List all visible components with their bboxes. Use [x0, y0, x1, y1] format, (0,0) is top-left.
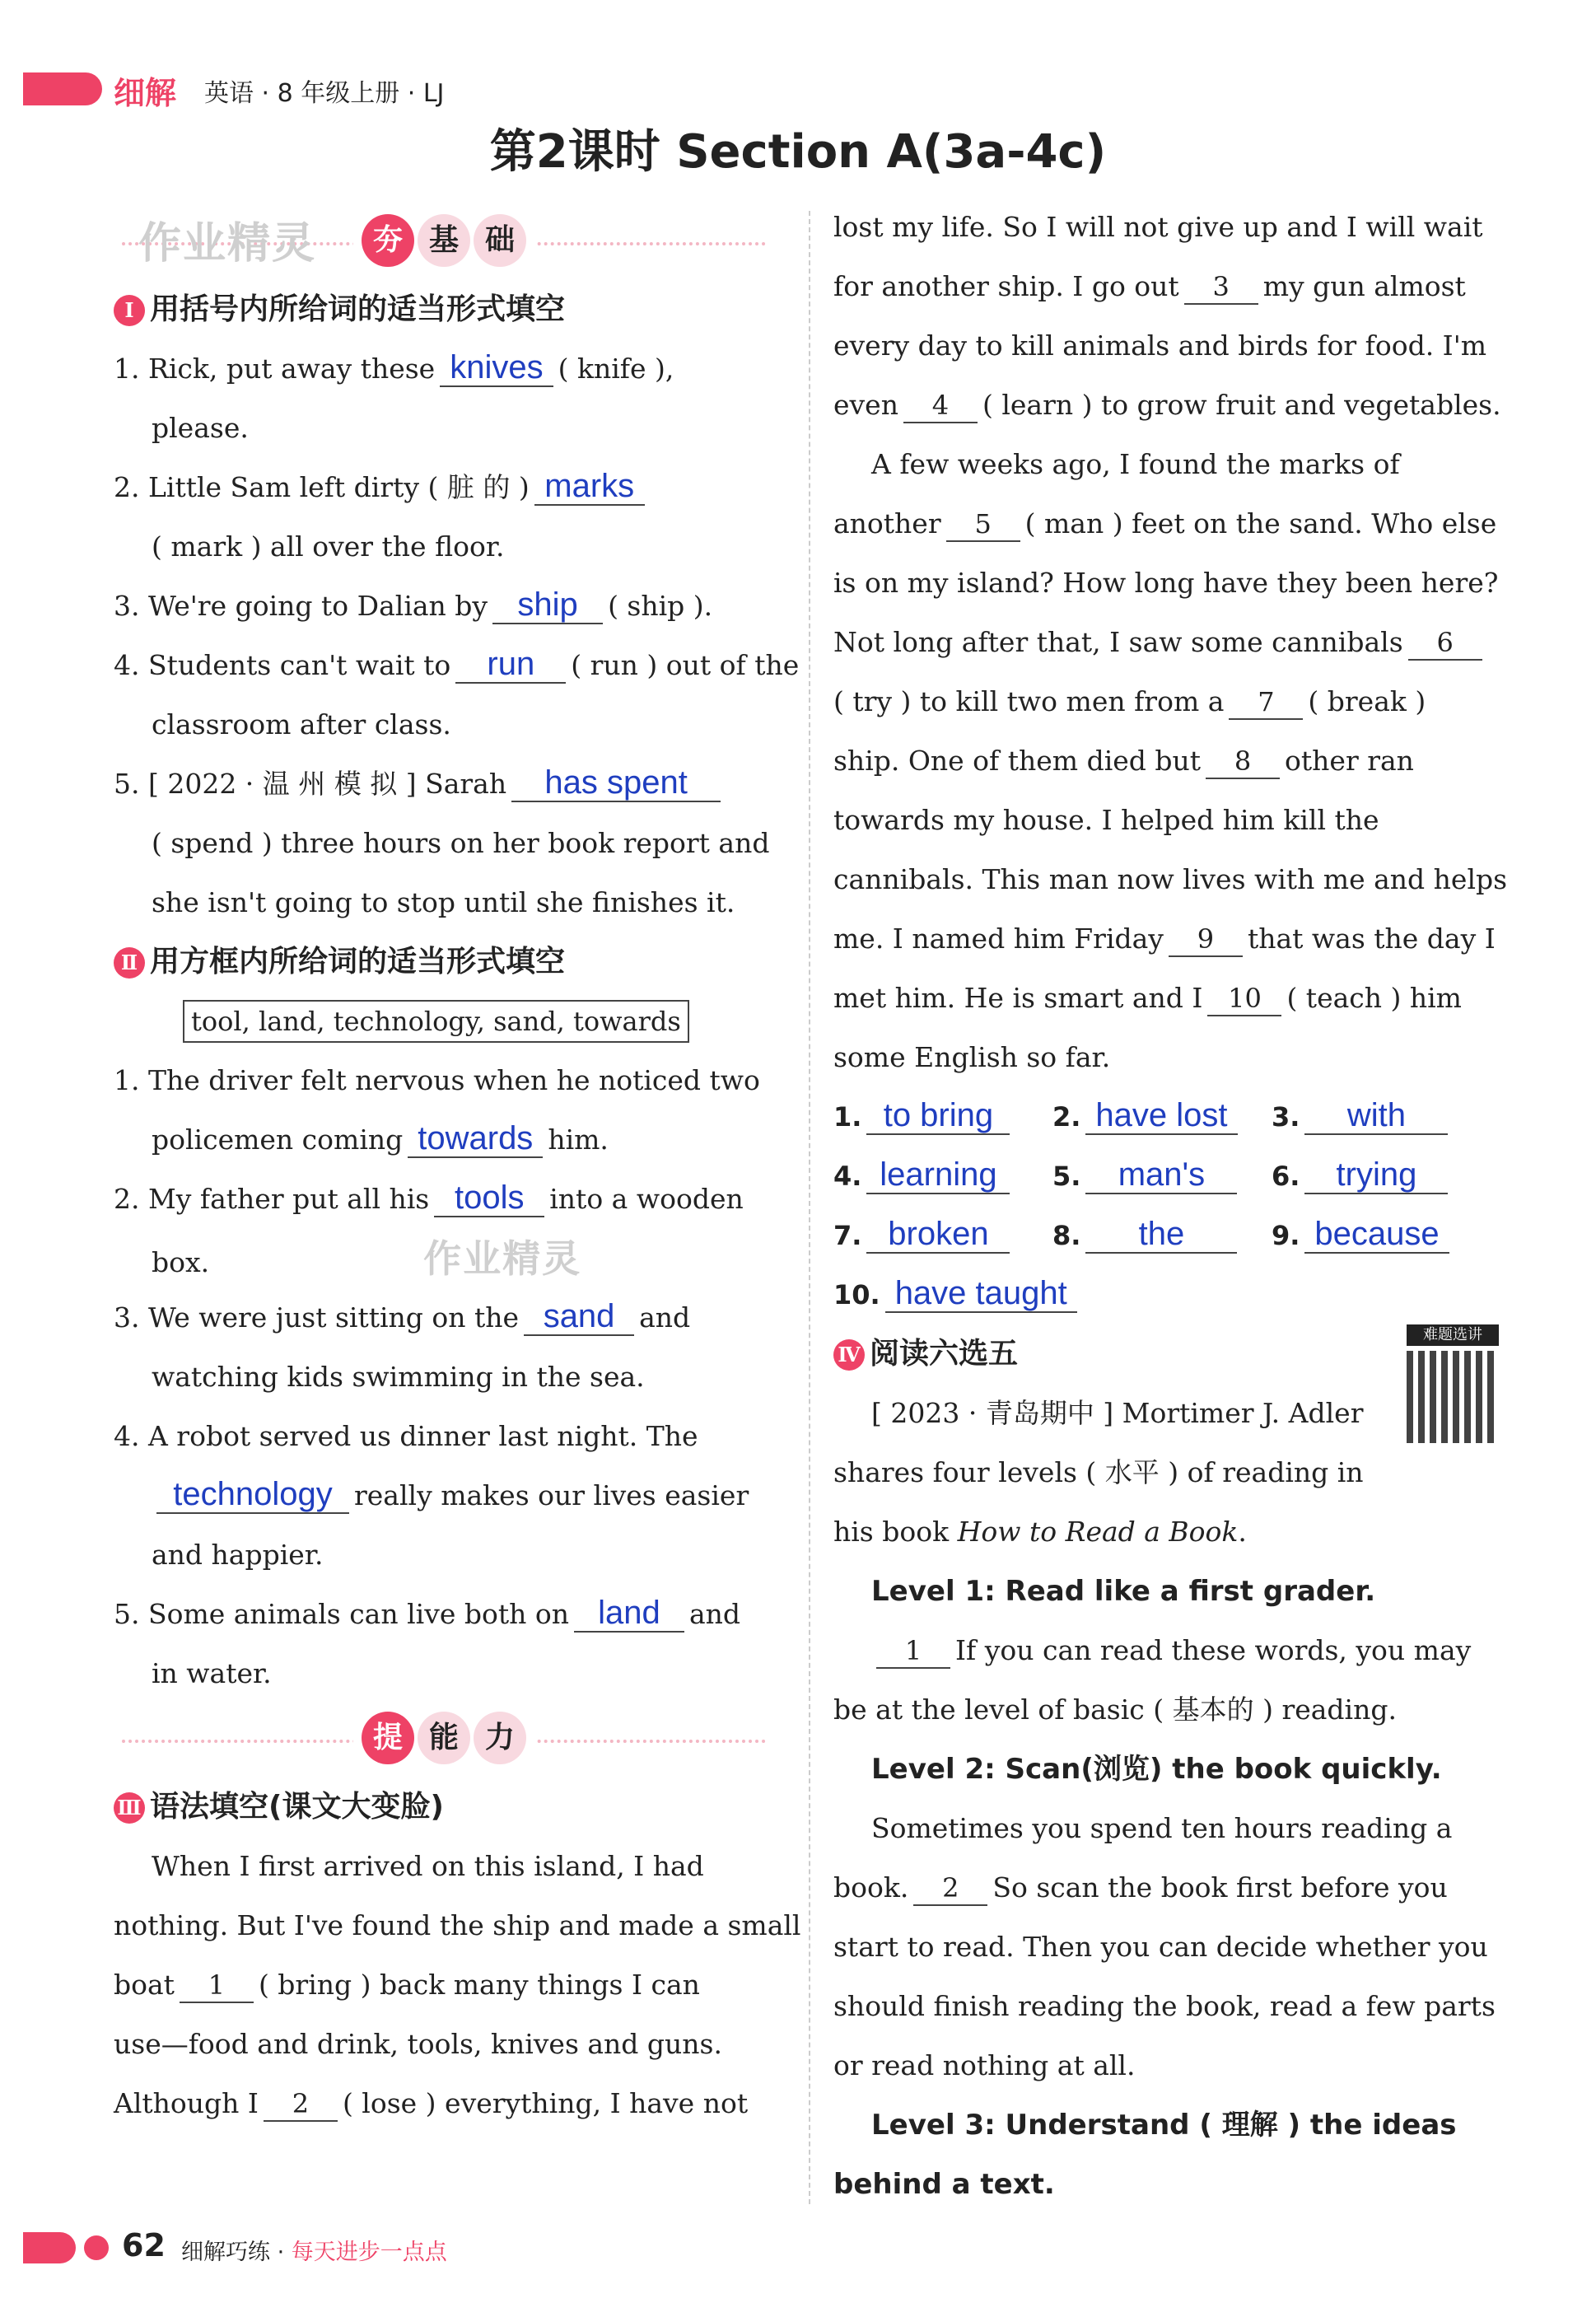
page-title: 第2课时 Section A(3a-4c)	[489, 125, 1107, 179]
section-3-heading: Ⅲ 语法填空(课文大变脸)	[114, 1777, 774, 1837]
left-column	[114, 206, 801, 2133]
question-text: ( ship ).	[608, 590, 713, 622]
passage-text: If you can read these words, you may	[955, 1634, 1472, 1666]
book-subtitle: 英语 · 8 年级上册 · LJ	[204, 79, 445, 108]
banner-chip: 夯	[362, 214, 414, 267]
question-text: ( knife ),	[558, 353, 674, 385]
word-box: tool, land, technology, sand, towards	[183, 1000, 689, 1043]
question-text: and	[688, 1598, 741, 1630]
qr-label: 难题选讲	[1407, 1324, 1499, 1346]
passage-text: use—food and drink, tools, knives and guns.	[114, 2028, 722, 2060]
question-text: 5. [ 2022 · 温 州 模 拟 ] Sarah	[114, 768, 507, 800]
answer-row	[833, 1206, 1499, 1265]
answer-blank: land	[574, 1595, 684, 1633]
question-text: classroom after class.	[152, 708, 451, 740]
passage-blank: 6	[1408, 626, 1482, 661]
passage-text: should finish reading the book, read a few parts	[833, 1990, 1496, 2022]
question-text: 4. Students can't wait to	[114, 649, 451, 681]
footer-dot	[84, 2235, 109, 2260]
answer-blank: towards	[408, 1120, 543, 1158]
passage-text: Not long after that, I saw some cannibals	[833, 626, 1403, 658]
answer-row	[833, 1265, 1499, 1324]
answer-number: 9.	[1272, 1220, 1300, 1251]
passage-text: ( bring ) back many things I can	[258, 1969, 700, 2001]
passage-text: every day to kill animals and birds for food. I'm	[833, 329, 1487, 362]
answer-number: 2.	[1052, 1101, 1081, 1133]
passage-text: or read nothing at all.	[833, 2049, 1136, 2081]
answer-number: 6.	[1272, 1161, 1300, 1192]
question-text: box.	[152, 1246, 210, 1278]
passage-text: for another ship. I go out	[833, 270, 1179, 302]
answer-blank: ship	[492, 586, 603, 624]
passage-blank: 9	[1169, 923, 1243, 957]
question-text: 5. Some animals can live both on	[114, 1598, 569, 1630]
passage-blank: 5	[946, 507, 1020, 542]
passage-text: that was the day I	[1247, 923, 1496, 955]
banner-chip: 提	[362, 1712, 414, 1764]
answer-blank: have taught	[885, 1275, 1077, 1313]
question-text: 3. We were just sitting on the	[114, 1301, 520, 1334]
passage-text: Sometimes you spend ten hours reading a	[871, 1812, 1453, 1844]
passage-blank: 8	[1206, 745, 1280, 779]
question-text: 2. Little Sam left dirty ( 脏 的 )	[114, 471, 530, 503]
right-column: lost my life. So I will not give up and I will wait for another ship. I go out 3 my gun almost every day to kill animals and birds for food. I'm even 4 ( learn ) to grow fruit and vegetables. A few weeks ago, I found the marks of another 5 ( man ) feet on the sand. Who else is on my island? How long have they been here? Not long after that, I saw some cannibals 6 ( try ) to kill two men from a 7 ( break ) ship. One of them died but 8 other ran towards my house. I helped him kill the cannibals. This man now lives with me and helps me. I named him Friday 9 that was the day I met him. He is smart and I 10 ( teach ) him some English so far. 1. to bring 2. have lost 3. with 4. learning 5. man's 6. trying 7. broken 8. the 9. because 10. have taught 难题选讲 Ⅳ 阅读六选五 [ 2023 · 青岛期中 ] Mortimer J. Adler shares four levels ( 水平 ) of reading in his book How to Read a Book. Level 1: Read like a first grader. 1 If you can read these words, you may be at the level of basic ( 基本的 ) reading. Level 2: Scan(浏览) the book quickly. Sometimes you spend ten hours reading a book. 2 So scan the book first before you start to read. Then you can decide whether you should finish reading the book, read a few parts or read nothing at all. Level 3: Understand ( 理解 ) the ideas behind a text.	[833, 211, 1508, 2201]
banner-chip: 力	[474, 1712, 526, 1764]
question-text: ( mark ) all over the floor.	[152, 530, 505, 563]
question-text: him.	[548, 1123, 609, 1156]
passage-blank: 7	[1229, 685, 1303, 720]
answer-number: 7.	[833, 1220, 862, 1251]
answer-blank: marks	[534, 468, 645, 506]
section-2-heading: Ⅱ 用方框内所给词的适当形式填空	[114, 932, 774, 992]
passage-text: cannibals. This man now lives with me and helps	[833, 863, 1508, 895]
level-heading: Level 1: Read like a first grader.	[871, 1575, 1376, 1608]
question-text: 1. Rick, put away these	[114, 353, 436, 385]
passage-text: shares four levels ( 水平 ) of reading in	[833, 1456, 1364, 1488]
question-text: ( run ) out of the	[571, 649, 800, 681]
passage-text: ( man ) feet on the sand. Who else	[1024, 507, 1497, 540]
book-title: How to Read a Book	[957, 1516, 1239, 1548]
passage-text: book.	[833, 1871, 909, 1904]
passage-text: some English so far.	[833, 1041, 1111, 1073]
question-text: please.	[152, 412, 249, 444]
question-text: policemen coming	[152, 1123, 404, 1156]
question-text: really makes our lives easier	[354, 1479, 749, 1511]
level-heading: Level 3: Understand ( 理解 ) the ideas	[871, 2109, 1457, 2142]
passage-blank: 10	[1207, 982, 1281, 1016]
answer-number: 10.	[833, 1279, 880, 1310]
passage-blank: 3	[1184, 270, 1258, 305]
banner-chip: 基	[418, 214, 470, 267]
answer-number: 1.	[833, 1101, 862, 1133]
answer-number: 5.	[1052, 1161, 1081, 1192]
banner-basic	[114, 206, 774, 280]
watermark: 作业精灵	[423, 1236, 582, 1281]
brand-logo: 细解	[114, 75, 177, 111]
header-accent-bar	[23, 72, 102, 105]
passage-text: start to read. Then you can decide whether you	[833, 1931, 1488, 1963]
question-text: into a wooden	[549, 1183, 744, 1215]
answer-blank: run	[455, 646, 566, 684]
passage-text: is on my island? How long have they been here?	[833, 567, 1499, 599]
passage-text: [ 2023 · 青岛期中 ] Mortimer J. Adler	[871, 1397, 1364, 1429]
passage-text: another	[833, 507, 941, 540]
answer-number: 3.	[1272, 1101, 1300, 1133]
passage-text: ( teach ) him	[1286, 982, 1462, 1014]
banner-chip: 能	[418, 1712, 470, 1764]
answer-blank: broken	[866, 1216, 1010, 1254]
passage-blank: 2	[264, 2087, 338, 2122]
passage-text: towards my house. I helped him kill the	[833, 804, 1379, 836]
answer-row	[833, 1087, 1499, 1147]
question-text: 4. A robot served us dinner last night. The	[114, 1420, 698, 1452]
answer-blank: sand	[524, 1298, 634, 1336]
section-4-heading: Ⅳ 阅读六选五	[833, 1324, 1499, 1384]
answer-blank: tools	[434, 1180, 544, 1217]
passage-blank: 1	[876, 1634, 950, 1669]
answer-number: 8.	[1052, 1220, 1081, 1251]
passage-text: ( lose ) everything, I have not	[342, 2087, 749, 2119]
section-badge: Ⅰ	[114, 295, 145, 326]
passage-text: other ran	[1285, 745, 1414, 777]
passage-text: ship. One of them died but	[833, 745, 1202, 777]
answer-row	[833, 1147, 1499, 1206]
page-number: 62	[122, 2227, 166, 2263]
answer-blank: man's	[1085, 1156, 1237, 1194]
passage-text: be at the level of basic ( 基本的 ) reading.	[833, 1693, 1397, 1726]
answer-blank: technology	[156, 1476, 349, 1514]
banner-ability	[114, 1703, 774, 1777]
question-text: watching kids swimming in the sea.	[152, 1361, 645, 1393]
question-text: 3. We're going to Dalian by	[114, 590, 488, 622]
answer-blank: to bring	[866, 1097, 1010, 1135]
answer-blank: have lost	[1085, 1097, 1237, 1135]
passage-text: lost my life. So I will not give up and I will wait	[833, 211, 1483, 243]
question-text: ( spend ) three hours on her book report and	[152, 827, 770, 859]
passage-text: nothing. But I've found the ship and made a small	[114, 1909, 801, 1941]
passage-text: So scan the book first before you	[992, 1871, 1448, 1904]
answer-blank: trying	[1304, 1156, 1448, 1194]
question-text: and happier.	[152, 1539, 324, 1571]
passage-text: my gun almost	[1262, 270, 1466, 302]
passage-text: ( break )	[1308, 685, 1426, 717]
level-heading: Level 2: Scan(浏览) the book quickly.	[871, 1753, 1442, 1786]
passage-text: even	[833, 389, 898, 421]
passage-blank: 2	[913, 1871, 987, 1906]
question-text: and	[639, 1301, 691, 1334]
passage-text: When I first arrived on this island, I had	[152, 1850, 704, 1882]
watermark: 作业精灵	[138, 219, 317, 269]
passage-blank: 4	[903, 389, 978, 423]
answer-blank: knives	[440, 349, 553, 387]
question-text: she isn't going to stop until she finishes it.	[152, 886, 735, 918]
section-badge: Ⅱ	[114, 947, 145, 979]
passage-text: his book	[833, 1516, 950, 1548]
level-heading: behind a text.	[833, 2168, 1055, 2201]
passage-text: met him. He is smart and I	[833, 982, 1203, 1014]
question-text: 2. My father put all his	[114, 1183, 430, 1215]
passage-text: Although I	[114, 2087, 259, 2119]
section-badge: Ⅲ	[114, 1792, 145, 1824]
answer-blank: because	[1304, 1216, 1449, 1254]
banner-chip: 础	[474, 214, 526, 267]
question-text: in water.	[152, 1657, 272, 1689]
passage-text: ( learn ) to grow fruit and vegetables.	[982, 389, 1501, 421]
passage-text: boat	[114, 1969, 175, 2001]
passage-text: ( try ) to kill two men from a	[833, 685, 1225, 717]
passage-text: me. I named him Friday	[833, 923, 1164, 955]
answer-blank: the	[1085, 1216, 1237, 1254]
answer-number: 4.	[833, 1161, 862, 1192]
column-divider	[809, 211, 810, 2204]
question-text: 1. The driver felt nervous when he noticed two	[114, 1064, 760, 1096]
footer-accent-bar	[23, 2232, 76, 2263]
passage-text: A few weeks ago, I found the marks of	[871, 448, 1400, 480]
footer-slogan: 细解巧练 · 每天进步一点点	[181, 2240, 447, 2265]
section-1-heading: Ⅰ 用括号内所给词的适当形式填空	[114, 280, 774, 339]
answer-blank: with	[1304, 1097, 1448, 1135]
section-badge: Ⅳ	[833, 1339, 865, 1371]
answer-blank: learning	[866, 1156, 1010, 1194]
passage-blank: 1	[180, 1969, 254, 2003]
answer-blank: has spent	[511, 764, 721, 802]
